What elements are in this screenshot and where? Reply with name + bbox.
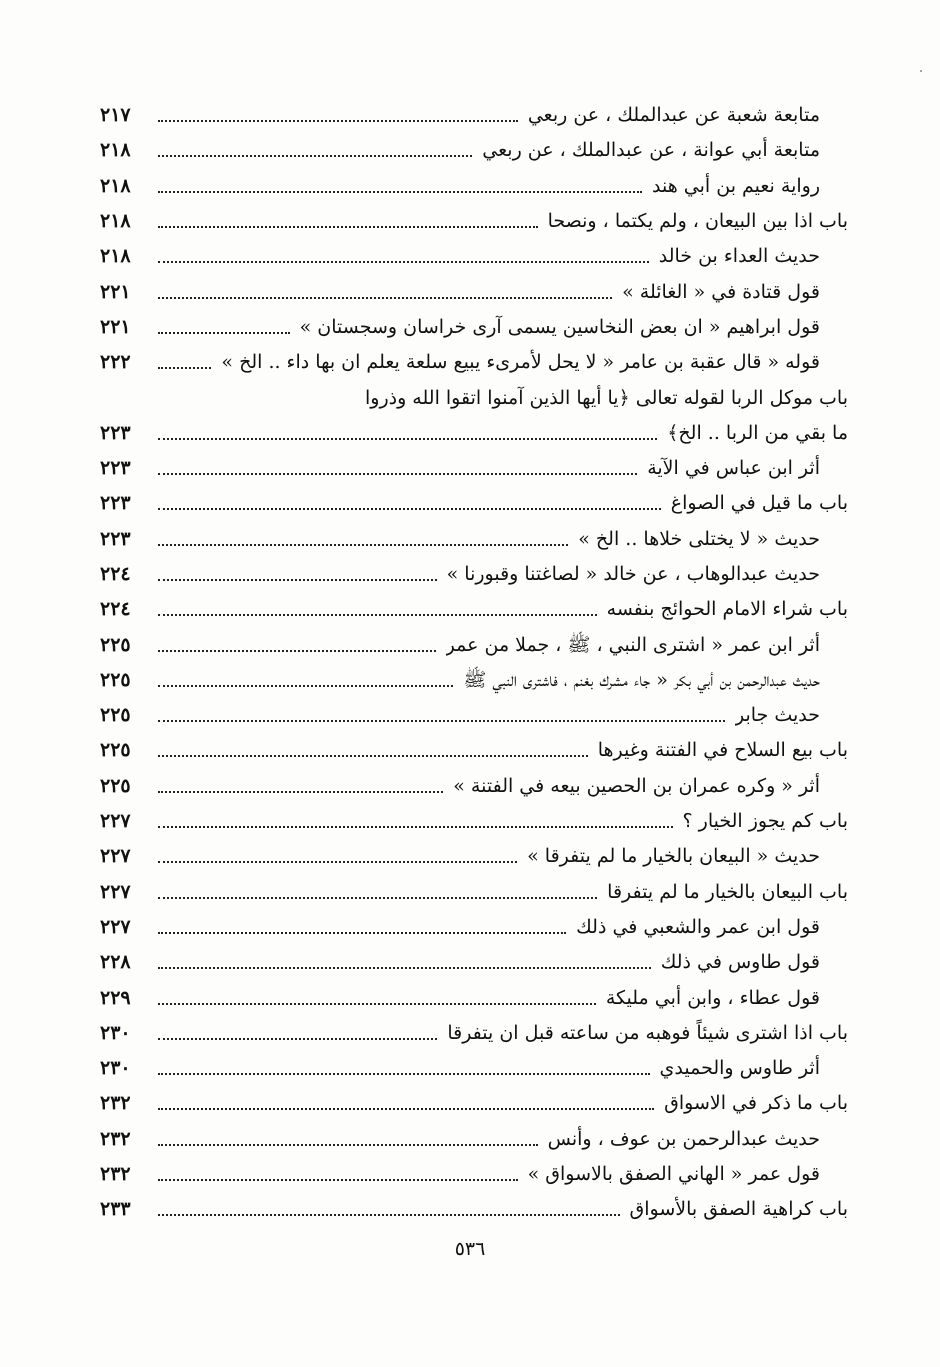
dot-leader [158,133,472,168]
toc-entry-title: متابعة أبي عوانة ، عن عبدالملك ، عن ربعي [482,139,820,162]
toc-entry-title: ما بقي من الربا .. الخ﴾ [667,421,848,444]
toc-entry-page: ٢٢٢ [100,351,131,374]
dot-leader [158,628,436,663]
toc-entry-page: ٢١٨ [100,245,131,268]
toc-entry-title: رواية نعيم بن أبي هند [652,174,820,197]
toc-entry-title: حديث « البيعان بالخيار ما لم يتفرقا » [527,845,820,868]
dot-leader [158,945,651,980]
dot-leader [158,733,588,768]
dot-leader [158,1192,620,1227]
toc-entry [100,416,848,451]
footer-page-number: ٥٣٦ [454,1238,486,1260]
toc-entry [100,1086,848,1121]
toc-entry-page: ٢٢٥ [100,739,131,762]
dot-leader [158,910,566,945]
toc-entry [100,733,848,768]
dot-leader [158,557,437,592]
toc-entry [100,627,848,662]
dot-leader [158,204,538,239]
toc-entry [100,1122,848,1157]
toc-entry-page: ٢٣٠ [100,1057,131,1080]
toc-entry-title: باب بيع السلاح في الفتنة وغيرها [597,739,848,762]
toc-entry-page: ٢٢٤ [100,563,131,585]
toc-entry-title: باب اذا اشترى شيئاً فوهبه من ساعته قبل ان يتفرقا [447,1021,848,1044]
toc-entry [100,451,848,486]
toc-entry-title: باب شراء الامام الحوائج بنفسه [606,598,848,621]
dot-leader [158,381,355,416]
toc-entry-title: باب كراهية الصفق بالأسواق [629,1198,848,1221]
toc-entry-title: حديث « لا يختلى خلاها .. الخ » [578,527,820,550]
toc-entry [100,1157,848,1192]
toc-entry [100,310,848,345]
toc-entry [100,133,848,168]
dot-leader [158,310,290,345]
dot-leader [158,981,596,1016]
toc-entry-title: حديث عبدالرحمن بن أبي بكر « جاء مشرك بغنم ، فاشترى النبي ﷺ [463,668,820,691]
toc-entry [100,274,848,309]
toc-entry [100,910,848,945]
toc-entry-title: حديث عبدالرحمن بن عوف ، وأنس [547,1127,820,1150]
dot-leader [158,1051,650,1086]
toc-entry-title: باب ما ذكر في الاسواق [664,1092,848,1115]
toc-entry-page: ٢٢١ [100,280,131,303]
toc-entry-page: ٢٣٢ [100,1092,131,1115]
dot-leader [158,804,673,839]
toc-entry-page: ٢١٨ [100,210,131,233]
toc-entry [100,380,848,415]
toc-entry-page: ٢٢٥ [100,633,131,656]
toc-entry [100,1051,848,1086]
dot-leader [158,416,657,451]
dot-leader [158,839,517,874]
dot-leader [158,875,597,910]
toc-entry [100,592,848,627]
toc-entry-page: ٢٢١ [100,315,131,338]
toc-entry-title: باب كم يجوز الخيار ؟ [682,810,848,833]
dot-leader [158,275,612,310]
toc-entry [100,1016,848,1051]
dot-leader [158,239,649,274]
toc-entry [100,486,848,521]
dot-leader [158,698,725,733]
toc-entry-page: ٢٣٢ [100,1163,131,1186]
toc-entry-page: ٢٢٩ [100,986,131,1009]
toc-entry-page: ٢٢٣ [100,421,131,444]
dot-leader [158,345,211,380]
table-of-contents [100,98,848,1228]
toc-entry-page: ٢٢٥ [100,668,131,691]
dot-leader [158,1157,518,1192]
toc-entry [100,804,848,839]
toc-entry-page: ٢٣٣ [100,1198,131,1221]
margin-mark [920,70,922,72]
toc-entry-page: ٢٢٥ [100,704,131,727]
toc-entry-title: قول قتادة في « الغائلة » [622,280,820,303]
toc-entry [100,945,848,980]
toc-entry-title: حديث عبدالوهاب ، عن خالد « لصاغتنا وقبورنا » [446,563,820,585]
toc-entry-page: ٢٢٥ [100,774,131,797]
toc-entry [100,522,848,557]
toc-entry [100,204,848,239]
toc-entry-page: ٢٢٧ [100,810,131,833]
dot-leader [158,1086,654,1121]
toc-entry-title: أثر ابن عباس في الآية [647,457,820,480]
toc-entry-title: قول طاوس في ذلك [660,951,820,974]
toc-entry-page: ٢٢٧ [100,880,131,903]
toc-entry-page: ٢١٨ [100,174,131,197]
toc-entry-title: قول عطاء ، وابن أبي مليكة [605,986,820,1009]
dot-leader [158,663,453,698]
toc-entry [100,839,848,874]
toc-entry [100,980,848,1015]
toc-entry-page: ٢١٨ [100,139,131,162]
dot-leader [158,522,568,557]
dot-leader [158,486,661,521]
dot-leader [158,451,637,486]
toc-entry-page: ٢٣٢ [100,1127,131,1150]
toc-entry [100,1192,848,1227]
toc-entry-title: باب ما قيل في الصواغ [670,492,848,515]
toc-entry [100,663,848,698]
toc-entry-title: حديث العداء بن خالد [658,245,820,268]
toc-entry-title: باب موكل الربا لقوله تعالى ﴿يا أيها الذين آمنوا اتقوا الله وذروا [365,386,848,409]
toc-entry-title: باب اذا بين البيعان ، ولم يكتما ، ونصحا [547,210,848,233]
toc-entry-page: ٢١٧ [100,104,131,127]
dot-leader [158,592,597,627]
toc-entry-page: ٢٢٣ [100,457,131,480]
dot-leader [158,1016,437,1051]
toc-entry-title: أثر ابن عمر « اشترى النبي ، ﷺ ، جملا من عمر [445,633,820,656]
toc-entry [100,98,848,133]
toc-entry-page: ٢٢٤ [100,598,131,621]
toc-entry-title: أثر طاوس والحميدي [659,1057,820,1080]
dot-leader [158,769,443,804]
toc-entry-title: أثر « وكره عمران بن الحصين بيعه في الفتنة » [453,774,820,797]
toc-entry-title: حديث جابر [734,704,820,727]
toc-entry-page: ٢٢٣ [100,492,131,515]
toc-entry [100,769,848,804]
dot-leader [158,1122,538,1157]
toc-entry-title: باب البيعان بالخيار ما لم يتفرقا [607,880,848,903]
toc-entry-title: قوله « قال عقبة بن عامر « لا يحل لأمرىء يبيع سلعة يعلم ان بها داء .. الخ » [221,351,820,374]
toc-entry [100,875,848,910]
toc-entry [100,239,848,274]
toc-entry [100,169,848,204]
toc-entry-title: قول ابن عمر والشعبي في ذلك [576,915,820,938]
dot-leader [158,169,642,204]
toc-entry-page: ٢٢٧ [100,845,131,868]
toc-entry-title: قول عمر « الهاني الصفق بالاسواق » [527,1163,820,1186]
toc-entry-page: ٢٢٣ [100,527,131,550]
toc-entry-page: ٢٢٨ [100,951,131,974]
toc-entry-page: ٢٢٧ [100,915,131,938]
toc-entry [100,557,848,592]
dot-leader [158,98,518,133]
toc-entry [100,698,848,733]
toc-entry-title: متابعة شعبة عن عبدالملك ، عن ربعي [527,104,820,127]
toc-entry-title: قول ابراهيم « ان بعض النخاسين يسمى آرى خراسان وسجستان » [299,315,820,338]
toc-entry-page: ٢٣٠ [100,1021,131,1044]
toc-entry [100,345,848,380]
